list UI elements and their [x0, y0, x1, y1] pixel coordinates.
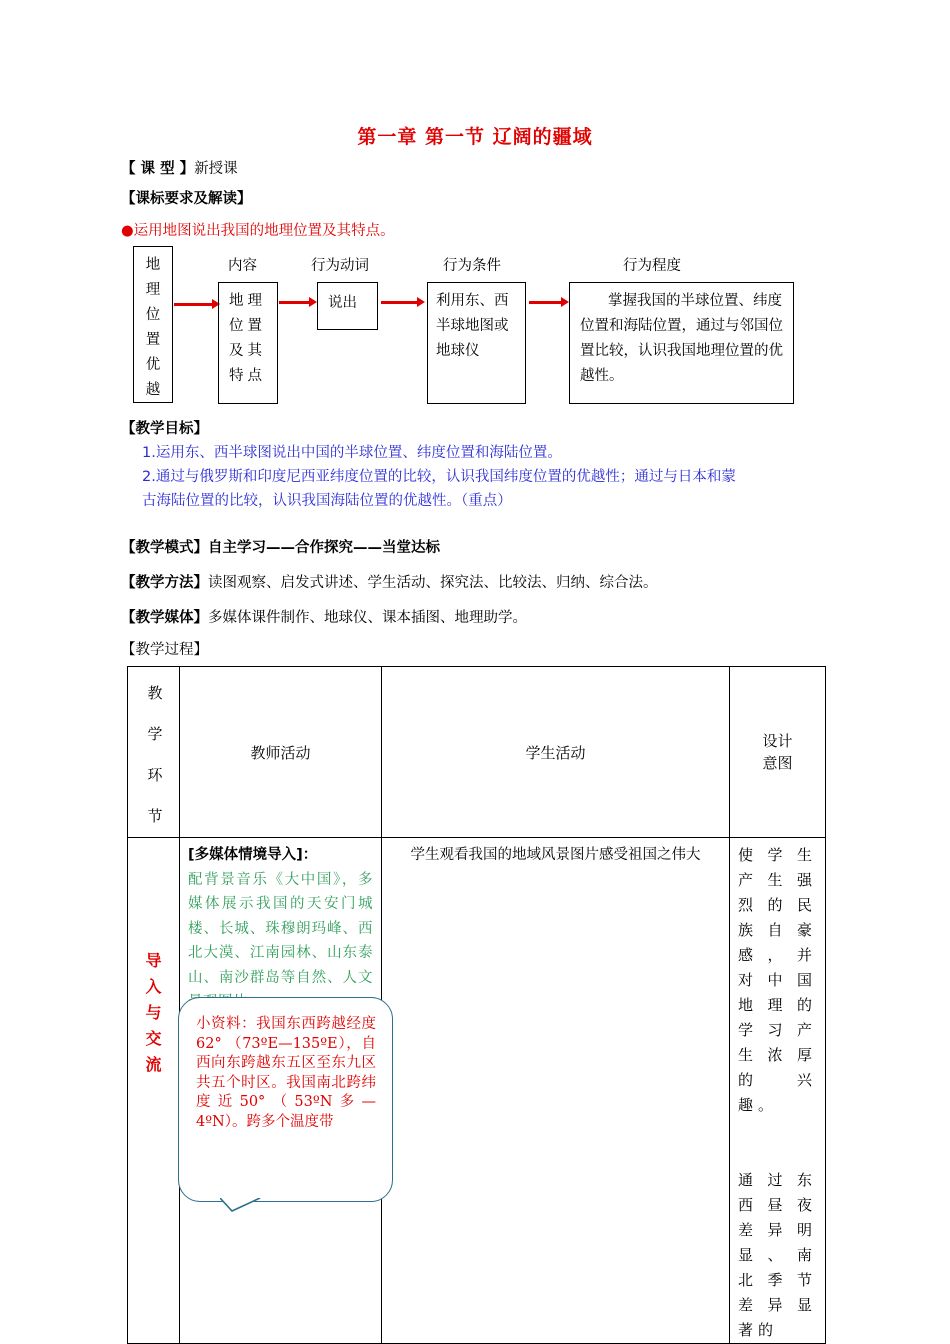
teaching-method	[121, 571, 658, 592]
callout-tail	[220, 1198, 280, 1214]
design-cell	[730, 838, 826, 1344]
header-design: 设计意图	[762, 732, 793, 772]
stage-cell	[128, 838, 180, 1344]
header-design-cell	[730, 667, 826, 838]
standards-heading: 【课标要求及解读】	[121, 191, 252, 207]
teacher-heading: [多媒体情境导入]：	[188, 847, 318, 863]
objective-2-line-2: 古海陆位置的比较，认识我国海陆位置的优越性。（重点）	[142, 493, 512, 509]
teaching-mode-value: 自主学习——合作探究——当堂达标	[208, 540, 440, 556]
teaching-method-value: 读图观察、启发式讲述、学生活动、探究法、比较法、归纳、综合法。	[208, 575, 658, 591]
objectives-heading: 【教学目标】	[121, 421, 208, 437]
diagram-header-degree: 行为程度	[623, 258, 681, 274]
course-type-label: 【 课 型 】	[121, 161, 195, 177]
process-heading: 【教学过程】	[121, 642, 208, 658]
objective-1: 1.运用东、西半球图说出中国的半球位置、纬度位置和海陆位置。	[142, 445, 562, 461]
arrow-2	[279, 301, 311, 304]
diagram-content-box: 地理位置及其特点	[218, 282, 278, 404]
diagram-degree-box: 掌握我国的半球位置、纬度位置和海陆位置，通过与邻国位置比较，认识我国地理位置的优越性。	[569, 282, 794, 404]
teaching-media-value: 多媒体课件制作、地球仪、课本插图、地理助学。	[208, 610, 527, 626]
arrow-1	[174, 303, 214, 306]
design-intent-1: 使学生产生强烈的民族自豪感，并对中国地理的学习产生浓厚的兴趣。	[738, 846, 817, 1114]
design-intent-2: 通过东西昼夜差异明显、南北季节差异显著的	[738, 1171, 817, 1339]
stage-label: 导入与交流	[145, 951, 162, 1074]
objective-2-line-1: 2.通过与俄罗斯和印度尼西亚纬度位置的比较，认识我国纬度位置的优越性；通过与日本和蒙	[142, 469, 736, 485]
course-type-line	[121, 157, 238, 178]
student-cell	[382, 838, 730, 1344]
header-student: 学生活动	[382, 667, 730, 838]
arrow-3	[381, 301, 419, 304]
header-stage: 教学环节	[147, 684, 163, 825]
diagram-condition-box: 利用东、西半球地图或地球仪	[427, 282, 526, 404]
arrow-4	[529, 301, 563, 304]
standard-requirement: ●运用地图说出我国的地理位置及其特点。	[121, 223, 395, 239]
teaching-mode	[121, 536, 440, 557]
teacher-body: 配背景音乐《大中国》，多媒体展示我国的天安门城楼、长城、珠穆朗玛峰、西北大漠、江南园林、山东泰山、南沙群岛等自然、人文	[188, 871, 373, 986]
teaching-mode-label: 【教学模式】	[121, 540, 208, 556]
student-activity: 学生观看我国的地域风景图片感受祖国之伟大	[410, 847, 701, 863]
teaching-media-label: 【教学媒体】	[121, 610, 208, 626]
page-title: 第一章 第一节 辽阔的疆域	[357, 126, 593, 148]
diagram-verb-box: 说出	[317, 282, 378, 330]
diagram-header-condition: 行为条件	[443, 258, 501, 274]
callout-text: 小资料：我国东西跨越经度62° （73ºE—135ºE），自西向东跨越东五区至东九区共五个时区。我国南北跨纬度近50°（53ºN多—4ºN）。跨多个温度带	[196, 1016, 376, 1130]
diagram-left-box: 地理位置优越	[133, 246, 173, 403]
diagram-header-content: 内容	[228, 258, 257, 274]
course-type-value: 新授课	[194, 161, 238, 177]
teaching-media	[121, 606, 527, 627]
header-stage-cell	[128, 667, 180, 838]
teaching-method-label: 【教学方法】	[121, 575, 208, 591]
diagram-header-verb: 行为动词	[311, 258, 369, 274]
header-teacher: 教师活动	[180, 667, 382, 838]
